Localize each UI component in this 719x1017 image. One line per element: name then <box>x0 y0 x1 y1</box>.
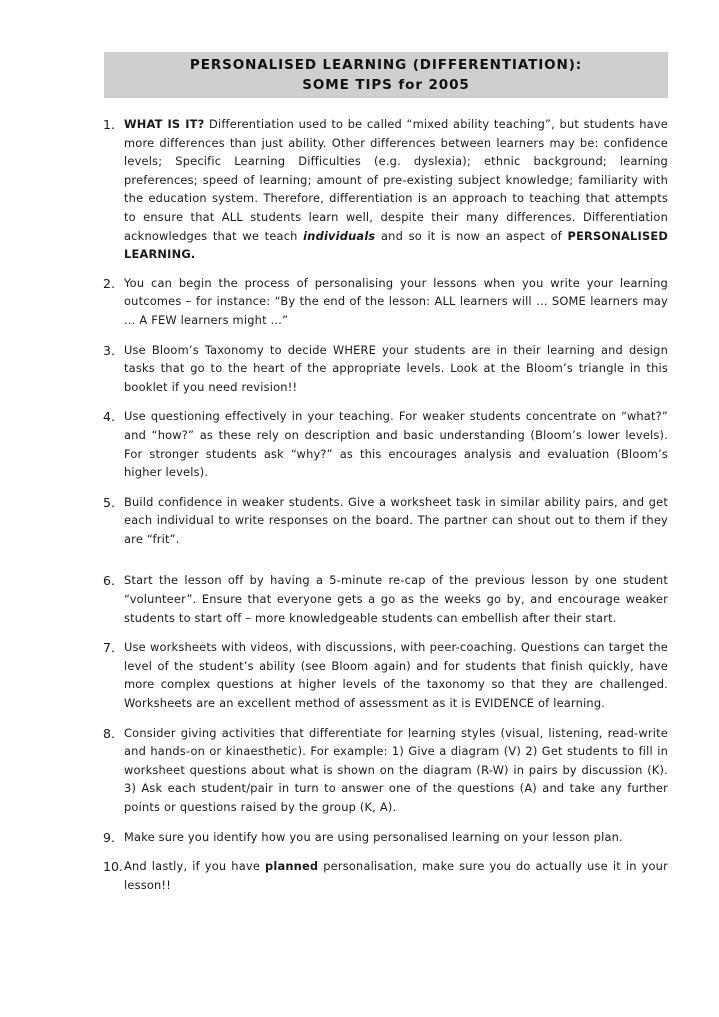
tip-4 <box>0 407 719 481</box>
tip-number: 5. <box>103 494 115 510</box>
tip-text: Use worksheets with videos, with discussions, with peer-coaching. Questions can target the level of the student’s ability (see Bloom again) and for students that finish quickly, have more complex questions at higher levels of the taxonomy so that they are challenged. Worksheets are an excellent method of assessment as it is EVIDENCE of learning. <box>124 640 668 711</box>
tip-text: Use Bloom’s Taxonomy to decide WHERE your students are in their learning and design tasks that go to the heart of the appropriate levels. Look at the Bloom’s triangle in this booklet if you need revision!! <box>124 342 668 394</box>
tip-2 <box>0 274 719 330</box>
tip-7 <box>0 638 719 712</box>
tip-number: 4. <box>103 409 115 425</box>
emphasis-word: individuals <box>303 228 376 243</box>
tip-number: 10. <box>103 859 123 875</box>
tip-number: 1. <box>103 117 115 132</box>
tip-number: 2. <box>103 275 115 291</box>
title-line-1: PERSONALISED LEARNING (DIFFERENTIATION): <box>189 57 583 73</box>
title-banner <box>104 52 668 98</box>
tip-5 <box>0 493 719 549</box>
tip-number: 8. <box>103 725 115 741</box>
tip-text: WHAT IS IT? Differentiation used to be called “mixed ability teaching”, but students have more differences than just ability. Other differences between learners may be: confidence levels; Specific Learning Difficulties (e.g. dyslexia); ethnic background; learning preferences; speed of learning; amount of pre-existing subject knowledge; familiarity with the education system. Therefore, differentiation is an approach to teaching that attempts to ensure that ALL students learn well, despite their many differences. Differentiation acknowledges that we teach individuals and so it is now an aspect of PERSONALISED LEARNING. <box>124 117 668 262</box>
tips-list <box>0 115 719 894</box>
title-line-2: SOME TIPS for 2005 <box>302 77 470 93</box>
tip-text: Use questioning effectively in your teaching. For weaker students concentrate on “what?” and “how?” as these rely on description and basic understanding (Bloom’s lower levels). For stronger students ask “why?” as this encourages analysis and evaluation (Bloom’s higher levels). <box>124 409 668 480</box>
tip-10 <box>0 857 719 894</box>
tip-number: 3. <box>103 342 115 358</box>
tip-6 <box>0 571 719 627</box>
tip-number: 9. <box>103 829 115 845</box>
tip-9 <box>0 828 719 847</box>
tip-text: Consider giving activities that differentiate for learning styles (visual, listening, read-write and hands-on or kinaesthetic). For example: 1) Give a diagram (V) 2) Get students to fill in worksheet questions about what is shown on the diagram (R-W) in pairs by discussion (K). 3) Ask each student/pair in turn to answer one of the questions (A) and take any further points or questions raised by the group (K, A). <box>124 725 668 814</box>
tip-text: You can begin the process of personalising your lessons when you write your learning outcomes – for instance: “By the end of the lesson: ALL learners will … SOME learners may … A FEW learners might …” <box>124 275 668 327</box>
tip-text: Start the lesson off by having a 5-minute re-cap of the previous lesson by one student “volunteer”. Ensure that everyone gets a go as the weeks go by, and encourage weaker students to start off – more knowledgeable students can embellish after their start. <box>124 573 668 625</box>
tip-8 <box>0 724 719 817</box>
tip-number: 6. <box>103 573 115 589</box>
tip-text: And lastly, if you have planned personalisation, make sure you do actually use it in your lesson!! <box>124 859 668 892</box>
strong-word: planned <box>265 859 319 874</box>
tip-text: Build confidence in weaker students. Give a worksheet task in similar ability pairs, and get each individual to write responses on the board. The partner can shout out to them if they are “frit”. <box>124 494 668 546</box>
tip-lead: WHAT IS IT? <box>124 117 205 131</box>
tip-text: Make sure you identify how you are using personalised learning on your lesson plan. <box>124 829 623 844</box>
strong-phrase: PERSONALISED LEARNING. <box>124 228 668 262</box>
tip-3 <box>0 341 719 397</box>
tip-number: 7. <box>103 640 115 656</box>
tip-1 <box>0 115 719 264</box>
